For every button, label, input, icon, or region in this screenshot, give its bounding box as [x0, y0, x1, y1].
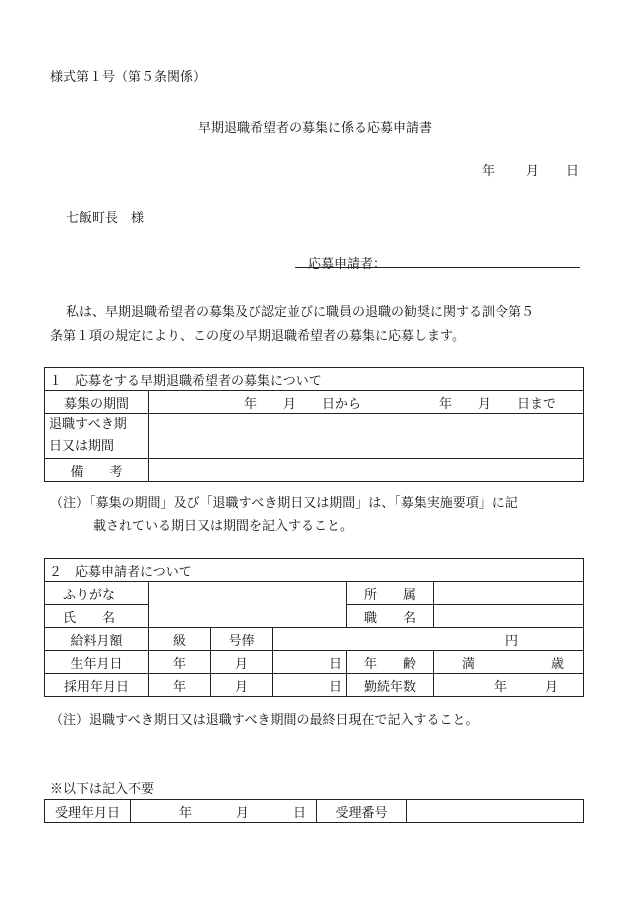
form-number: 様式第１号（第５条関係）: [50, 70, 207, 85]
salary-label: 給料月額: [45, 628, 149, 651]
birth-month[interactable]: 月: [211, 651, 273, 674]
birth-label: 生年月日: [45, 651, 149, 674]
note-2: （注）退職すべき期日又は退職すべき期間の最終日現在で記入すること。: [50, 713, 479, 728]
date-year: 年: [482, 164, 496, 179]
note-1-line-2: 載されている期日又は期間を記入すること。: [93, 519, 354, 534]
office-use-note: ※以下は記入不要: [50, 782, 155, 797]
hire-label: 採用年月日: [45, 674, 149, 697]
name-field[interactable]: [149, 582, 347, 628]
remarks-label: 備 考: [45, 459, 149, 482]
hire-month[interactable]: 月: [211, 674, 273, 697]
age-label: 年 齢: [347, 651, 434, 674]
body-line-1: 私は、早期退職希望者の募集及び認定並びに職員の退職の勧奨に関する訓令第５: [66, 305, 535, 320]
name-label: 氏 名: [45, 605, 149, 628]
hire-day[interactable]: 日: [273, 674, 347, 697]
note-1-line-1: （注）「募集の期間」及び「退職すべき期日又は期間」は、「募集実施要項」に記: [50, 496, 518, 511]
position-label: 職 名: [347, 605, 434, 628]
applicant-table: [44, 558, 584, 697]
applicant-label: 応募申請者：: [308, 257, 387, 272]
service-label: 勤続年数: [347, 674, 434, 697]
office-use-table: [44, 799, 584, 823]
service-field[interactable]: 年 月: [434, 674, 584, 697]
receipt-date-field[interactable]: 年 月 日: [131, 800, 317, 823]
affiliation-label: 所 属: [347, 582, 434, 605]
receipt-no-label: 受理番号: [317, 800, 407, 823]
salary-amount[interactable]: 円: [273, 628, 584, 651]
receipt-no-field[interactable]: [407, 800, 584, 823]
birth-year[interactable]: 年: [149, 651, 211, 674]
remarks-field[interactable]: [149, 459, 584, 482]
salary-grade[interactable]: 級: [149, 628, 211, 651]
page-title: 早期退職希望者の募集に係る応募申請書: [197, 121, 432, 136]
body-line-2: 条第１項の規定により、この度の早期退職希望者の募集に応募します。: [50, 329, 465, 344]
date-day: 日: [566, 164, 580, 179]
position-field[interactable]: [434, 605, 584, 628]
birth-day[interactable]: 日: [273, 651, 347, 674]
period-value[interactable]: 年 月 日から 年 月 日まで: [149, 391, 584, 414]
furigana-label: ふりがな: [45, 582, 149, 605]
affiliation-field[interactable]: [434, 582, 584, 605]
salary-step[interactable]: 号俸: [211, 628, 273, 651]
addressee: 七飯町長 様: [66, 211, 145, 226]
section2-heading: ２ 応募申請者について: [45, 559, 584, 582]
retire-date-field[interactable]: [149, 414, 584, 459]
date-month: 月: [526, 164, 540, 179]
section1-heading: １ 応募をする早期退職希望者の募集について: [45, 368, 584, 391]
period-label: 募集の期間: [45, 391, 149, 414]
recruitment-table: [44, 367, 584, 482]
hire-year[interactable]: 年: [149, 674, 211, 697]
age-field[interactable]: 満 歳: [434, 651, 584, 674]
retire-date-label: 退職すべき期 日又は期間: [45, 414, 149, 459]
applicant-signature-line[interactable]: [295, 252, 580, 268]
receipt-date-label: 受理年月日: [45, 800, 131, 823]
